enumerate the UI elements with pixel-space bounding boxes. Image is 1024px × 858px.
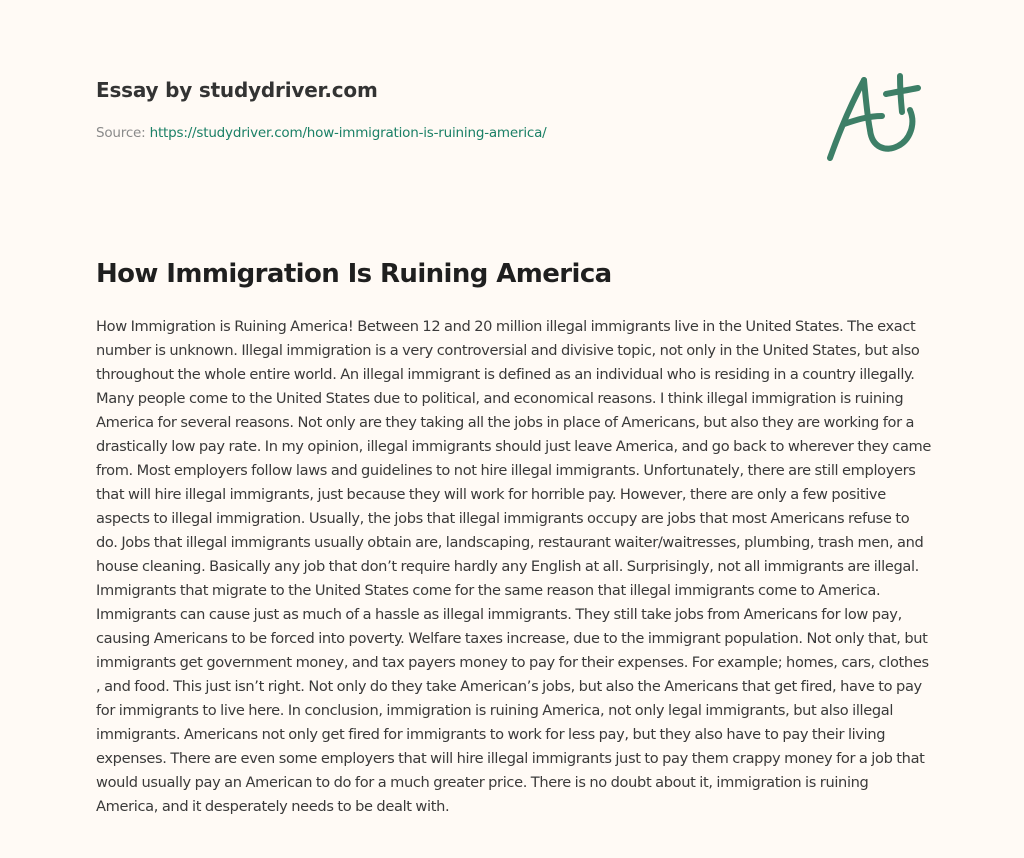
document-header	[96, 76, 796, 142]
source-line	[96, 124, 796, 142]
essay-title: How Immigration Is Ruining America	[96, 259, 612, 289]
a-plus-grade-icon	[822, 68, 932, 164]
site-title: Essay by studydriver.com	[96, 78, 378, 102]
essay-body: How Immigration is Ruining America! Between 12 and 20 million illegal immigrants live in the United States. The exact number is unknown. Illegal immigration is a very controversial and divisive topic, not only in the United States, but also throughout the whole entire world. An illegal immigrant is defined as an individual who is residing in a country illegally. Many people come to the United States due to political, and economical reasons. I think illegal immigration is ruining America for several reasons. Not only are they taking all the jobs in place of Americans, but also they are working for a drastically low pay rate. In my opinion, illegal immigrants should just leave America, and go back to wherever they came from. Most employers follow laws and guidelines to not hire illegal immigrants. Unfortunately, there are still employers that will hire illegal immigrants, just because they will work for horrible pay. However, there are only a few positive aspects to illegal immigration. Usually, the jobs that illegal immigrants occupy are jobs that most Americans refuse to do. Jobs that illegal immigrants usually obtain are, landscaping, restaurant waiter/waitresses, plumbing, trash men, and house cleaning. Basically any job that don’t require hardly any English at all. Surprisingly, not all immigrants are illegal. Immigrants that migrate to the United States come for the same reason that illegal immigrants come to America. Immigrants can cause just as much of a hassle as illegal immigrants. They still take jobs from Americans for low pay, causing Americans to be forced into poverty. Welfare taxes increase, due to the immigrant population. Not only that, but immigrants get government money, and tax payers money to pay for their expenses. For example; homes, cars, clothes , and food. This just isn’t right. Not only do they take American’s jobs, but also the Americans that get fired, have to pay for immigrants to live here. In conclusion, immigration is ruining America, not only legal immigrants, but also illegal immigrants. Americans not only get fired for immigrants to work for less pay, but they also have to pay their living expenses. There are even some employers that will hire illegal immigrants just to pay them crappy money for a job that would usually pay an American to do for a much greater price. There is no doubt about it, immigration is ruining America, and it desperately needs to be dealt with.	[96, 318, 932, 815]
source-label: Source:	[96, 125, 150, 141]
source-link[interactable]: https://studydriver.com/how-immigration-is-ruining-america/	[149, 125, 547, 141]
